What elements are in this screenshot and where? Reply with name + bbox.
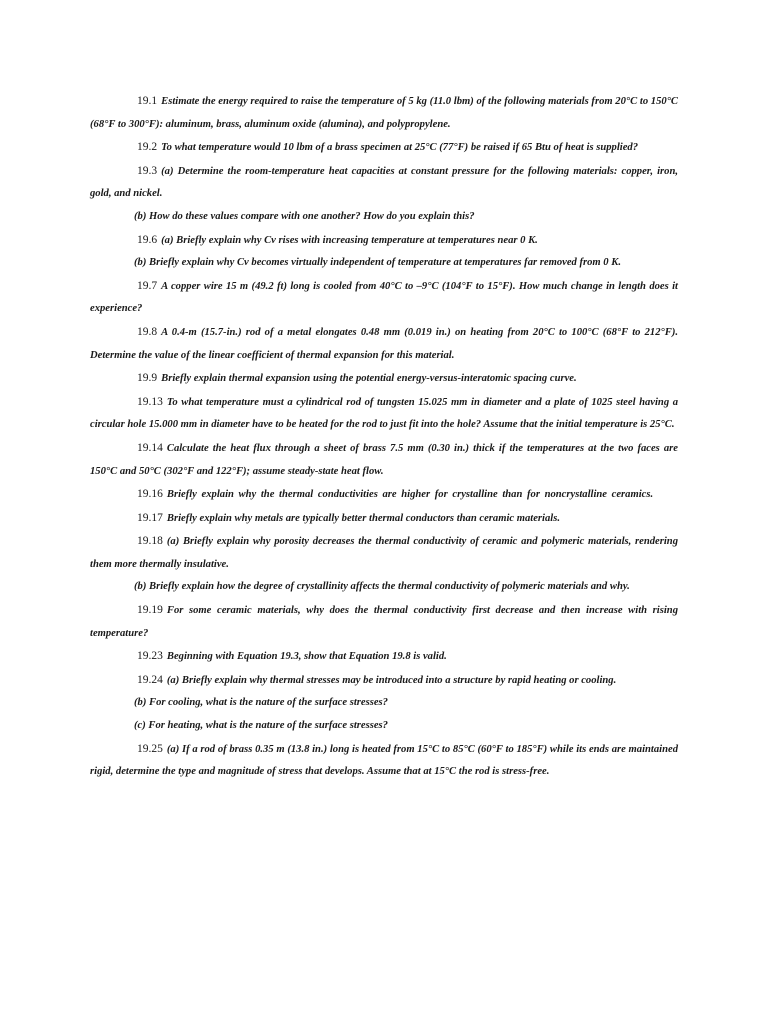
problem-19-8: 19.8 A 0.4-m (15.7-in.) rod of a metal elongates 0.48 mm (0.019 in.) on heating from 20°C to 100°C (68°F to 212°F). Determine the value of the linear coefficient of thermal expansion for this material. (90, 325, 678, 361)
problem-19-3a: 19.3 (a) Determine the room-temperature heat capacities at constant pressure for the following materials: copper, iron, gold, and nickel. (90, 164, 678, 200)
problem-19-23: 19.23 Beginning with Equation 19.3, show that Equation 19.8 is valid. (137, 650, 447, 663)
problem-19-18b: (b) Briefly explain how the degree of crystallinity affects the thermal conductivity of polymeric materials and why. (134, 581, 630, 593)
problem-19-25: 19.25 (a) If a rod of brass 0.35 m (13.8 in.) long is heated from 15°C to 85°C (60°F to 185°F) while its ends are maintained rigid, determine the type and magnitude of stress that develops. Assume that at 15°C the rod is stress-free. (90, 742, 678, 778)
problem-19-1: 19.1 Estimate the energy required to raise the temperature of 5 kg (11.0 lbm) of the following materials from 20°C to 150°C (68°F to 300°F): aluminum, brass, aluminum oxide (alumina), and polypropylene. (90, 95, 678, 130)
problem-19-17: 19.17 Briefly explain why metals are typically better thermal conductors than ceramic materials. (137, 511, 560, 524)
problem-19-14: 19.14 Calculate the heat flux through a sheet of brass 7.5 mm (0.30 in.) thick if the temperatures at the two faces are 150°C and 50°C (302°F and 122°F); assume steady-state heat flow. (90, 441, 678, 477)
problem-19-24b: (b) For cooling, what is the nature of the surface stresses? (134, 697, 388, 709)
problem-19-6a: 19.6 (a) Briefly explain why Cv rises with increasing temperature at temperatures near 0 K. (137, 233, 538, 246)
problem-19-24a: 19.24 (a) Briefly explain why thermal stresses may be introduced into a structure by rapid heating or cooling. (137, 673, 617, 686)
problem-19-9: 19.9 Briefly explain thermal expansion using the potential energy-versus-interatomic spacing curve. (137, 372, 577, 385)
problem-19-6b: (b) Briefly explain why Cv becomes virtually independent of temperature at temperatures far removed from 0 K. (134, 257, 621, 269)
problem-19-16: 19.16 Briefly explain why the thermal conductivities are higher for crystalline than for noncrystalline ceramics. (137, 488, 654, 501)
problem-19-19: 19.19 For some ceramic materials, why does the thermal conductivity first decrease and then increase with rising temperature? (90, 604, 678, 639)
problem-19-3b: (b) How do these values compare with one another? How do you explain this? (134, 210, 475, 222)
problem-19-24c: (c) For heating, what is the nature of the surface stresses? (134, 720, 388, 732)
problem-19-18a: 19.18 (a) Briefly explain why porosity decreases the thermal conductivity of ceramic and polymeric materials, rendering them more thermally insulative. (90, 535, 678, 570)
problem-19-7: 19.7 A copper wire 15 m (49.2 ft) long is cooled from 40°C to –9°C (104°F to 15°F). How much change in length does it experience? (90, 279, 678, 315)
problem-19-2: 19.2 To what temperature would 10 lbm of a brass specimen at 25°C (77°F) be raised if 65 Btu of heat is supplied? (137, 141, 639, 154)
problem-19-13: 19.13 To what temperature must a cylindrical rod of tungsten 15.025 mm in diameter and a plate of 1025 steel having a circular hole 15.000 mm in diameter have to be heated for the rod to just fit into the hole? Assume that the initial temperature is 25°C. (90, 395, 678, 431)
